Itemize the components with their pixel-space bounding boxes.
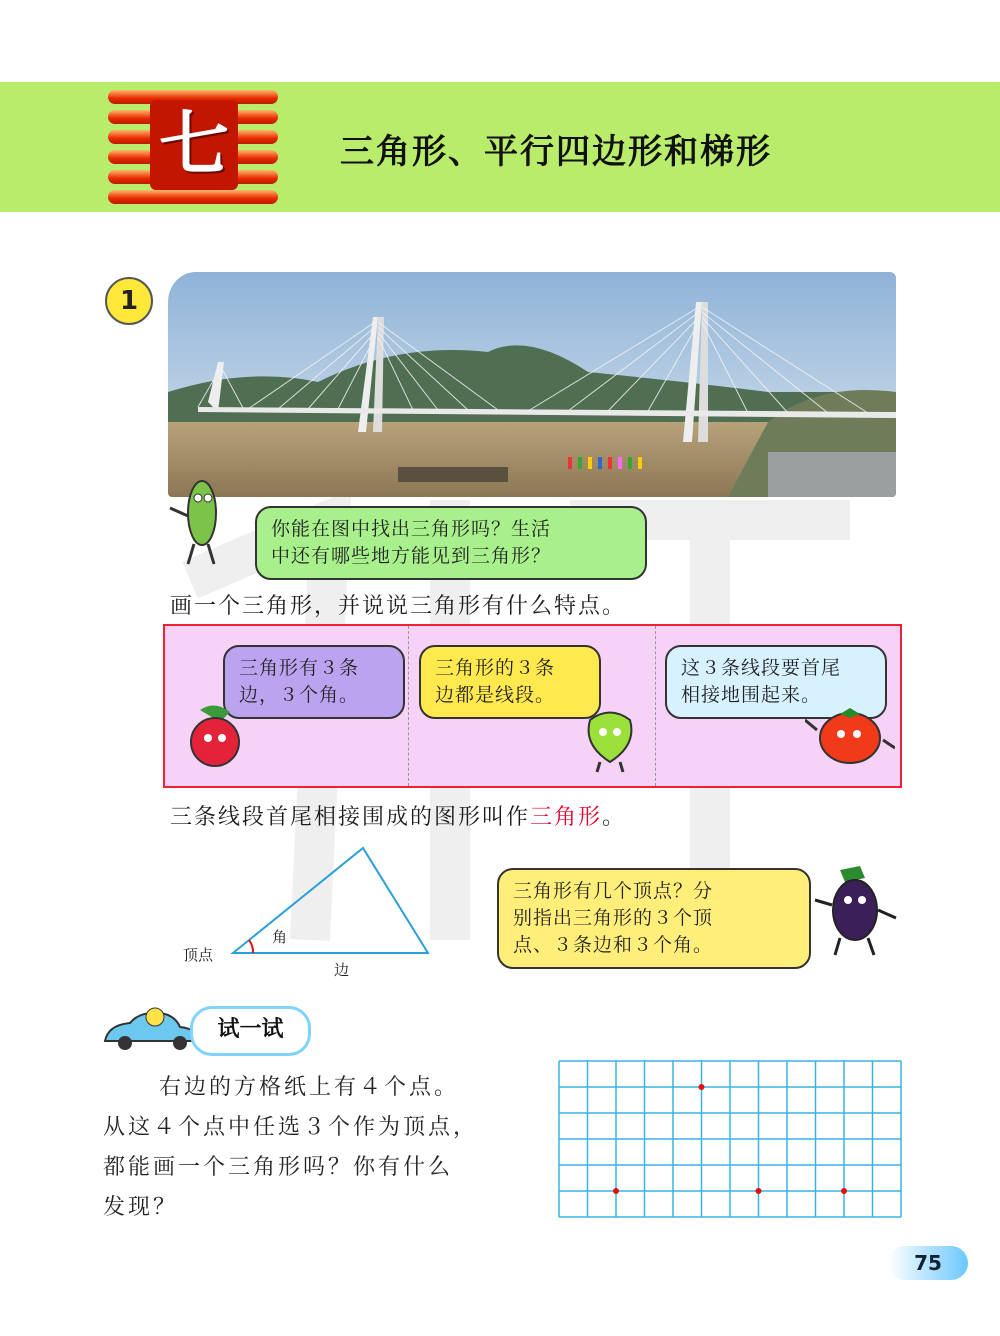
definition-after: 。 [602,805,627,830]
angle-label: 角 [272,928,288,946]
bubble-line: 你能在图中找出三角形吗？生活 [271,518,552,540]
bubble-line: 边都是线段。 [435,684,556,706]
vertices-speech-bubble [497,868,811,969]
definition-before: 三条线段首尾相接围成的图形叫作 [170,805,531,830]
try-it-text [103,1068,533,1228]
vertex-label: 顶点 [183,946,214,964]
bubble-line: 三角形的３条 [435,657,556,679]
pepper-character-icon [575,700,645,775]
try-line: 都能画一个三角形吗？你有什么 [103,1155,454,1180]
triangle-diagram [170,840,460,990]
pea-character-icon [160,468,240,568]
bubble-line: 边，３个角。 [239,684,360,706]
grid-point [613,1188,619,1194]
bubble-line: 点、３条边和３个角。 [513,934,714,956]
chapter-title: 三角形、平行四边形和梯形 [340,132,772,172]
chapter-number: 七 [150,100,238,190]
section-number-badge: 1 [105,277,153,325]
instruction-text: 画一个三角形，并说说三角形有什么特点。 [170,594,627,619]
bubble-line: 三角形有３条 [239,657,360,679]
side-label: 边 [334,961,350,979]
bubble-line: 相接地围起来。 [681,684,822,706]
radish-character-icon [180,700,250,770]
grid-point [756,1188,762,1194]
grid-paper [558,1060,902,1218]
kid2-speech-bubble [419,645,601,719]
bubble-line: 中还有哪些地方能见到三角形？ [271,545,552,567]
grid-point [841,1188,847,1194]
try-line: 从这４个点中任选３个作为顶点， [103,1115,479,1140]
kid1-speech-bubble [223,645,405,719]
bubble-line: 这３条线段要首尾 [681,657,842,679]
definition-term: 三角形 [530,805,603,830]
eggplant-character-icon [810,860,905,960]
grid-point [699,1084,705,1090]
bubble-line: 三角形有几个顶点？分 [513,880,714,902]
bridge-photo [168,272,896,497]
question-speech-bubble [255,506,647,580]
try-line: 右边的方格纸上有４个点。 [159,1075,460,1100]
try-line: 发现？ [103,1195,179,1220]
tomato-character-icon [805,700,895,770]
bubble-line: 别指出三角形的３个顶 [513,907,714,929]
try-it-heading: 试一试 [190,1006,311,1056]
page-number: 75 [888,1246,968,1280]
definition-text [170,800,626,831]
